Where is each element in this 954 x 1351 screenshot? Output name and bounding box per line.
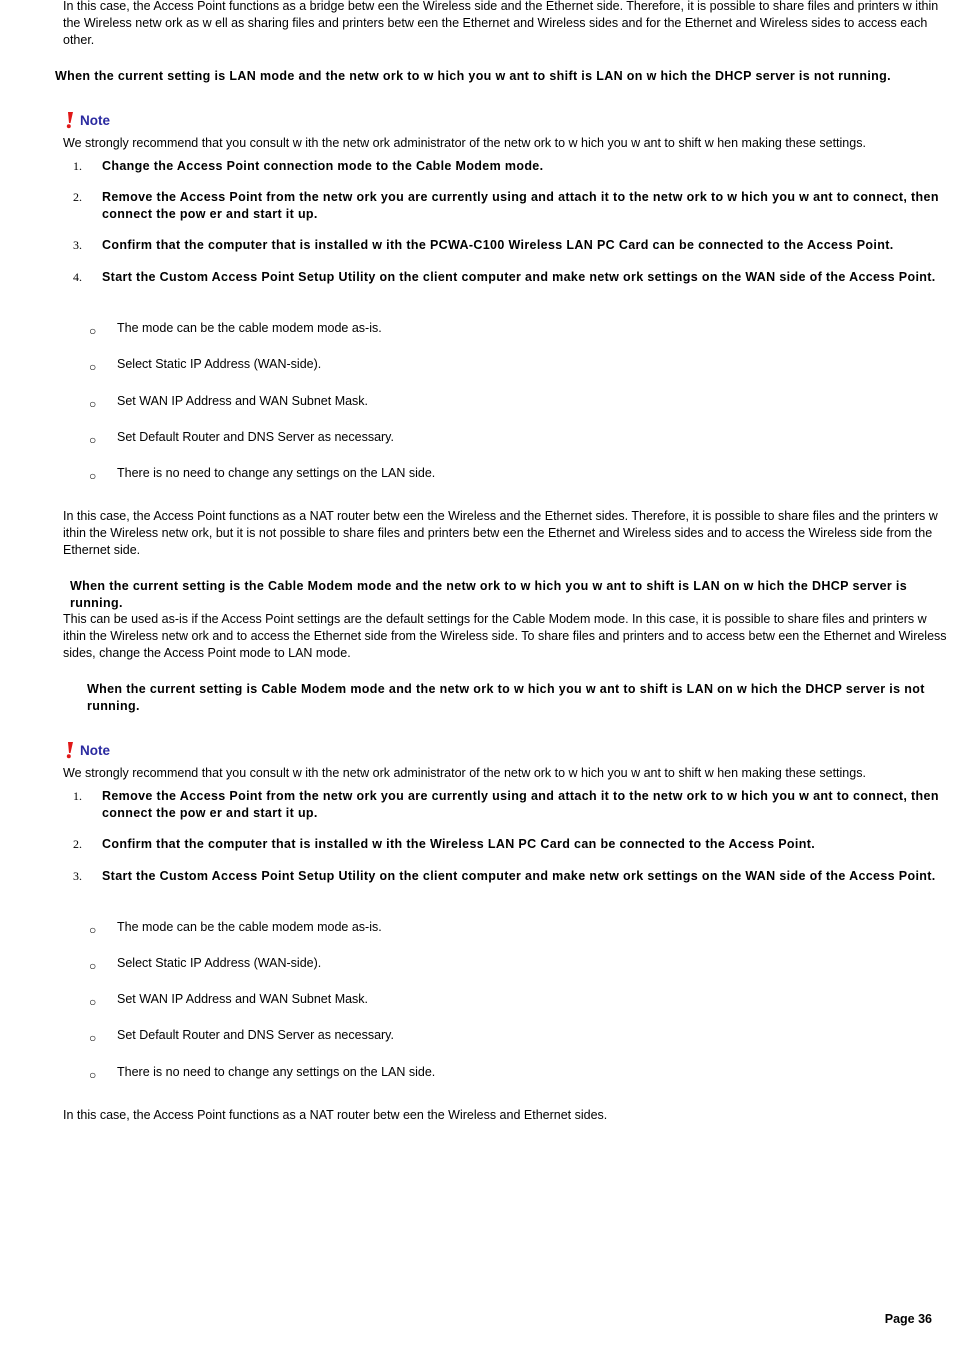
bullet-text: Set WAN IP Address and WAN Subnet Mask. [117,992,369,1006]
section1-heading: When the current setting is LAN mode and the netw ork to w hich you w ant to shift is LAN on w hich the DHCP server is not running. [55,69,891,83]
note-label: Note [80,743,110,758]
note-text: We strongly recommend that you consult w ith the netw ork administrator of the netw ork to w hich you w ant to shift w hen making these settings. [63,766,866,780]
exclamation-icon [64,741,76,759]
bullet-text: Select Static IP Address (WAN-side). [117,956,322,970]
bullet-text: The mode can be the cable modem mode as-is. [117,920,382,934]
step-text: Start the Custom Access Point Setup Utility on the client computer and make netw ork settings on the WAN side of the Access Point. [102,869,936,883]
section3-heading: When the current setting is Cable Modem mode and the netw ork to w hich you w ant to shift is LAN on w hich the DHCP server is not running. [87,682,925,713]
step-number: 1. [73,789,82,803]
section2-body: This can be used as-is if the Access Point settings are the default settings for the Cable Modem mode. In this case, it is possible to share files and printers w ithin the Wireless netw ork and to access the Ethernet side from the Wireless side. To share files and printers and to access betw een the Ethernet and Wireless sides, change the Access Point mode to LAN mode. [63,612,947,660]
bullet-text: There is no need to change any settings on the LAN side. [117,466,436,480]
exclamation-icon [64,111,76,129]
section2-heading: When the current setting is the Cable Modem mode and the netw ork to w hich you w ant to shift is LAN on w hich the DHCP server is running. [70,579,908,610]
bullet-icon: ○ [89,1031,97,1045]
bullet-text: Set Default Router and DNS Server as necessary. [117,430,394,444]
bullet-icon: ○ [89,360,97,374]
step-number: 2. [73,837,82,851]
bullet-icon: ○ [89,397,97,411]
step-text: Confirm that the computer that is installed w ith the PCWA-C100 Wireless LAN PC Card can be connected to the Access Point. [102,238,894,252]
step-text: Start the Custom Access Point Setup Utility on the client computer and make netw ork settings on the WAN side of the Access Point. [102,270,936,284]
step-text: Confirm that the computer that is installed w ith the Wireless LAN PC Card can be connected to the Access Point. [102,837,816,851]
bullet-text: The mode can be the cable modem mode as-is. [117,321,382,335]
bullet-icon: ○ [89,433,97,447]
bullet-text: Select Static IP Address (WAN-side). [117,357,322,371]
step-text: Change the Access Point connection mode to the Cable Modem mode. [102,159,544,173]
bullet-icon: ○ [89,923,97,937]
section3-summary: In this case, the Access Point functions as a NAT router betw een the Wireless and Ethernet sides. [63,1108,608,1122]
bullet-text: There is no need to change any settings on the LAN side. [117,1065,436,1079]
bullet-text: Set WAN IP Address and WAN Subnet Mask. [117,394,369,408]
step-number: 1. [73,159,82,173]
step-number: 4. [73,270,82,284]
bullet-icon: ○ [89,995,97,1009]
step-text: Remove the Access Point from the netw ork you are currently using and attach it to the netw ork to w hich you w ant to connect, then connect the pow er and start it up. [102,789,939,820]
step-number: 2. [73,190,82,204]
bullet-icon: ○ [89,1068,97,1082]
intro-paragraph: In this case, the Access Point functions as a bridge betw een the Wireless side and the Ethernet side. Therefore, it is possible to share files and printers w ithin the Wireless netw ork as w ell as sharing files and printers betw een the Ethernet and Wireless sides and for the Ethernet and Wireless sides to access each other. [63,0,939,47]
note-label: Note [80,113,110,128]
page-number: Page 36 [884,1312,932,1326]
section1-summary: In this case, the Access Point functions as a NAT router betw een the Wireless and the Ethernet sides. Therefore, it is possible to share files and the printers w ithin the Wireless netw ork, but it is not possible to share files and printers betw een the Ethernet and Wireless sides and to access the Wireless side from the Ethernet side. [63,509,938,557]
bullet-icon: ○ [89,959,97,973]
step-text: Remove the Access Point from the netw ork you are currently using and attach it to the netw ork to w hich you w ant to connect, then connect the pow er and start it up. [102,190,939,221]
bullet-icon: ○ [89,469,97,483]
note-text: We strongly recommend that you consult w ith the netw ork administrator of the netw ork to w hich you w ant to shift w hen making these settings. [63,136,866,150]
bullet-text: Set Default Router and DNS Server as necessary. [117,1028,394,1042]
bullet-icon: ○ [89,324,97,338]
step-number: 3. [73,238,82,252]
step-number: 3. [73,869,82,883]
